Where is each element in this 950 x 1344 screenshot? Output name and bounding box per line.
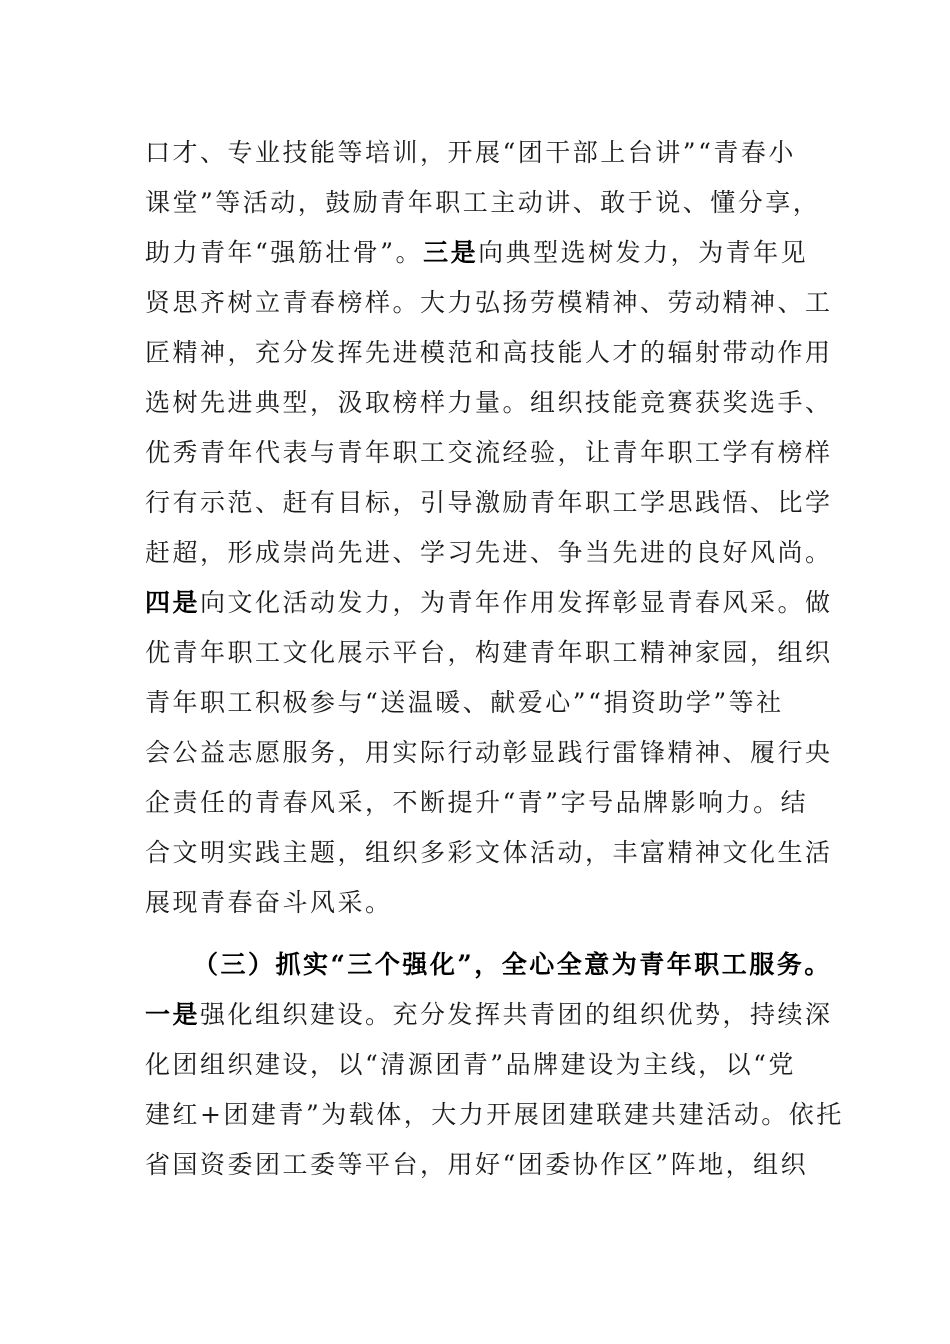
text-line: 贤思齐树立青春榜样。大力弘扬劳模精神、劳动精神、工: [145, 288, 833, 317]
text-line: 行有示范、赶有目标，引导激励青年职工学思践悟、比学: [145, 488, 833, 517]
text-line: 企责任的青春风采，不断提升“青”字号品牌影响力。结: [145, 788, 809, 817]
text-line: 会公益志愿服务，用实际行动彰显践行雷锋精神、履行央: [145, 738, 833, 767]
emphasis-label: 四是: [145, 588, 201, 617]
paragraph-gap: [145, 928, 815, 940]
text-line: 化团组织建设，以“清源团青”品牌建设为主线，以“党: [145, 1050, 796, 1079]
text-line: 课堂”等活动，鼓励青年职工主动讲、敢于说、懂分享，: [145, 188, 821, 217]
section-heading: （三）抓实“三个强化”，全心全意为青年职工服务。: [193, 950, 832, 979]
text-line: 四是向文化活动发力，为青年作用发挥彰显青春风采。做: [145, 588, 833, 617]
text-line: 匠精神，充分发挥先进模范和高技能人才的辐射带动作用: [145, 338, 833, 367]
text-line: 合文明实践主题，组织多彩文体活动，丰富精神文化生活: [145, 838, 833, 867]
text-line: 建红+团建青”为载体，大力开展团建联建共建活动。依托: [145, 1100, 844, 1129]
emphasis-label: 三是: [423, 238, 479, 267]
text-line: 助力青年“强筋壮骨”。三是向典型选树发力，为青年见: [145, 238, 809, 267]
text-line: 优秀青年代表与青年职工交流经验，让青年职工学有榜样: [145, 438, 833, 467]
text-line: 选树先进典型，汲取榜样力量。组织技能竞赛获奖选手、: [145, 388, 833, 417]
text-line: 赶超，形成崇尚先进、学习先进、争当先进的良好风尚。: [145, 538, 833, 567]
text-line: 口才、专业技能等培训，开展“团干部上台讲”“青春小: [145, 138, 796, 167]
text-line: 省国资委团工委等平台，用好“团委协作区”阵地，组织: [145, 1150, 809, 1179]
text-line: 一是强化组织建设。充分发挥共青团的组织优势，持续深: [145, 1000, 833, 1029]
body-text: [145, 128, 844, 1190]
emphasis-label: 一是: [145, 1000, 201, 1029]
text-line: 优青年职工文化展示平台，构建青年职工精神家园，组织: [145, 638, 833, 667]
text-line: 青年职工积极参与“送温暖、献爱心”“捐资助学”等社: [145, 688, 784, 717]
text-line: 展现青春奋斗风采。: [145, 888, 393, 917]
